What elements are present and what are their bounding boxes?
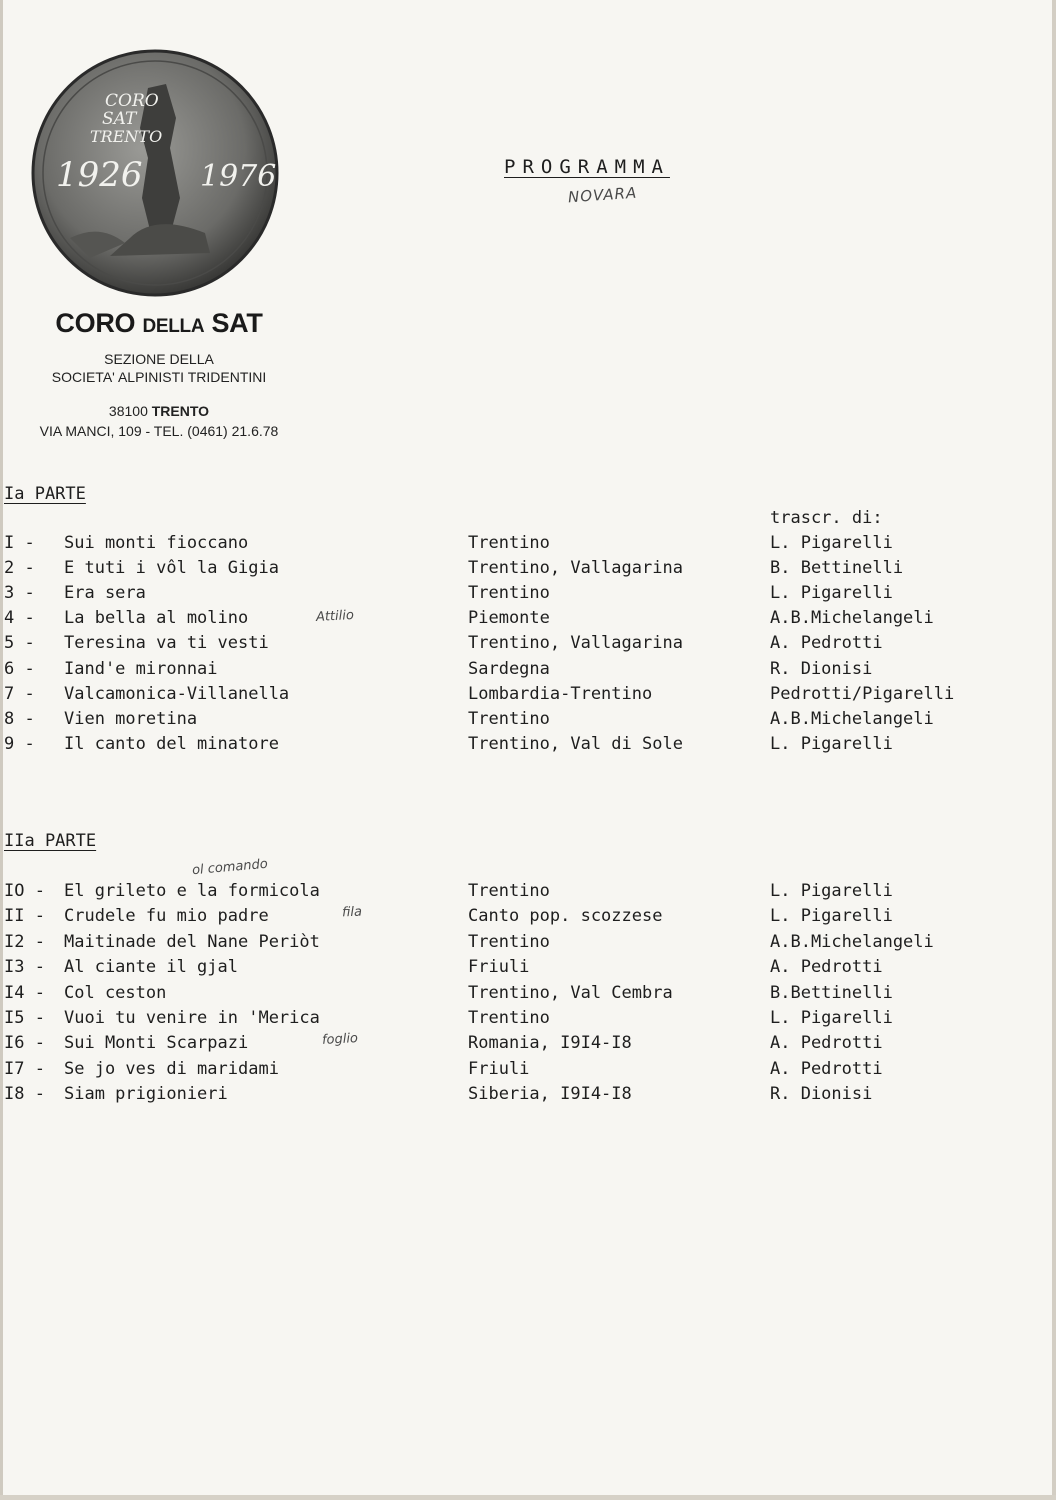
org-name-sat: SAT	[211, 308, 263, 338]
program-row	[0, 1059, 1056, 1084]
song-number: 2 -	[4, 558, 35, 579]
song-title: Sui monti fioccano	[64, 533, 249, 553]
page-title: PROGRAMMA	[504, 156, 670, 178]
song-arranger: R. Dionisi	[770, 658, 873, 679]
program-row	[0, 983, 1056, 1008]
song-title: Se jo ves di maridami	[64, 1058, 279, 1079]
song-arranger: A. Pedrotti	[770, 633, 883, 654]
song-arranger: A. Pedrotti	[770, 1058, 883, 1079]
medal-year-end: 1976	[200, 159, 277, 194]
city: TRENTO	[151, 403, 210, 419]
song-title: E tuti i vôl la Gigia	[64, 558, 279, 579]
song-region: Piemonte	[468, 608, 550, 629]
song-title: Maitinade del Nane Periòt	[64, 931, 320, 952]
part1-label: Ia PARTE	[4, 484, 86, 504]
medal-line3: TRENTO	[90, 127, 163, 146]
program-row	[0, 684, 1056, 709]
medal-year-start: 1926	[56, 155, 143, 195]
medal-line2: SAT	[102, 109, 137, 129]
song-title: Iand'e mironnai	[64, 658, 218, 679]
song-title: Sui Monti Scarpazi	[64, 1033, 249, 1054]
song-arranger: A.B.Michelangeli	[770, 708, 934, 729]
song-region: Trentino	[468, 931, 550, 952]
program-row	[0, 583, 1056, 608]
song-number: I -	[4, 533, 35, 553]
program-row	[0, 1008, 1056, 1033]
program-row	[0, 1084, 1056, 1109]
song-title: El grileto e la formicola	[64, 881, 320, 901]
song-number: 6 -	[4, 658, 35, 679]
song-arranger: L. Pigarelli	[770, 533, 893, 553]
song-title: Era sera	[64, 583, 146, 604]
song-arranger: B. Bettinelli	[770, 558, 904, 579]
song-region: Friuli	[468, 957, 530, 978]
song-region: Romania, I9I4-I8	[468, 1033, 632, 1054]
handwritten-note-row10: ol comando	[191, 856, 269, 879]
song-arranger: A. Pedrotti	[770, 1033, 883, 1054]
song-title: Teresina va ti vesti	[64, 633, 269, 654]
handwritten-note-row4: Attilio	[315, 608, 355, 625]
org-name	[20, 308, 298, 339]
song-number: I4 -	[4, 982, 45, 1003]
arranger-header: trascr. di:	[770, 508, 883, 528]
song-region: Canto pop. scozzese	[468, 906, 663, 927]
program-row	[0, 932, 1056, 957]
song-arranger: B.Bettinelli	[770, 982, 893, 1003]
program-row	[0, 558, 1056, 583]
handwritten-note-row11: fila	[341, 904, 363, 921]
song-region: Lombardia-Trentino	[468, 683, 653, 704]
section-line2: SOCIETA' ALPINISTI TRIDENTINI	[51, 369, 267, 385]
song-number: 9 -	[4, 733, 35, 754]
program-row	[0, 533, 1056, 558]
program-row	[0, 906, 1056, 931]
song-number: I3 -	[4, 957, 45, 978]
section-line1: SEZIONE DELLA	[104, 351, 214, 367]
song-region: Siberia, I9I4-I8	[468, 1084, 632, 1105]
song-number: I8 -	[4, 1084, 45, 1105]
song-title: Al ciante il gjal	[64, 957, 238, 978]
handwritten-city: NOVARA	[567, 183, 638, 207]
handwritten-note-row16: foglio	[321, 1031, 359, 1048]
program-row	[0, 1033, 1056, 1058]
song-arranger: R. Dionisi	[770, 1084, 873, 1105]
song-region: Friuli	[468, 1058, 530, 1079]
postal-line	[20, 402, 298, 420]
org-name-coro: CORO	[55, 308, 136, 338]
paper-edge-bottom	[0, 1495, 1056, 1500]
medal-line1: CORO	[105, 91, 159, 111]
program-row	[0, 734, 1056, 759]
song-number: I7 -	[4, 1058, 45, 1079]
postcode: 38100	[108, 403, 148, 419]
song-region: Trentino	[468, 1008, 550, 1028]
song-arranger: L. Pigarelli	[770, 583, 893, 604]
address-line: VIA MANCI, 109 - TEL. (0461) 21.6.78	[39, 423, 279, 439]
org-name-della: DELLA	[142, 316, 205, 337]
song-region: Trentino	[468, 533, 550, 553]
program-row	[0, 633, 1056, 658]
program-row	[0, 957, 1056, 982]
song-region: Sardegna	[468, 658, 550, 679]
song-arranger: L. Pigarelli	[770, 733, 893, 754]
part2-label: IIa PARTE	[4, 831, 97, 851]
song-arranger: Pedrotti/Pigarelli	[770, 683, 955, 704]
program-row	[0, 608, 1056, 633]
song-number: I6 -	[4, 1033, 45, 1054]
song-number: 5 -	[4, 633, 35, 654]
program-row	[0, 709, 1056, 734]
song-number: IO -	[4, 881, 45, 901]
song-number: 8 -	[4, 708, 35, 729]
song-title: Siam prigionieri	[64, 1084, 228, 1105]
song-title: Valcamonica-Villanella	[64, 683, 290, 704]
song-region: Trentino, Val Cembra	[468, 982, 673, 1003]
song-region: Trentino	[468, 881, 550, 901]
song-arranger: A. Pedrotti	[770, 957, 883, 978]
song-region: Trentino	[468, 708, 550, 729]
song-number: 7 -	[4, 683, 35, 704]
song-title: Vuoi tu venire in 'Merica	[64, 1008, 320, 1028]
song-title: Il canto del minatore	[64, 733, 279, 754]
song-region: Trentino, Vallagarina	[468, 633, 683, 654]
song-number: 4 -	[4, 608, 35, 629]
program-row	[0, 659, 1056, 684]
song-arranger: L. Pigarelli	[770, 1008, 893, 1028]
song-arranger: A.B.Michelangeli	[770, 931, 934, 952]
song-number: I5 -	[4, 1008, 45, 1028]
song-number: II -	[4, 906, 45, 927]
song-title: Crudele fu mio padre	[64, 906, 269, 927]
song-arranger: A.B.Michelangeli	[770, 608, 934, 629]
song-title: La bella al molino	[64, 608, 249, 629]
song-title: Col ceston	[64, 982, 167, 1003]
song-title: Vien moretina	[64, 708, 198, 729]
song-region: Trentino	[468, 583, 550, 604]
song-number: 3 -	[4, 583, 35, 604]
song-arranger: L. Pigarelli	[770, 906, 893, 927]
song-region: Trentino, Vallagarina	[468, 558, 683, 579]
song-arranger: L. Pigarelli	[770, 881, 893, 901]
choir-medal-logo	[30, 48, 280, 298]
song-region: Trentino, Val di Sole	[468, 733, 683, 754]
program-row	[0, 881, 1056, 906]
song-number: I2 -	[4, 931, 45, 952]
